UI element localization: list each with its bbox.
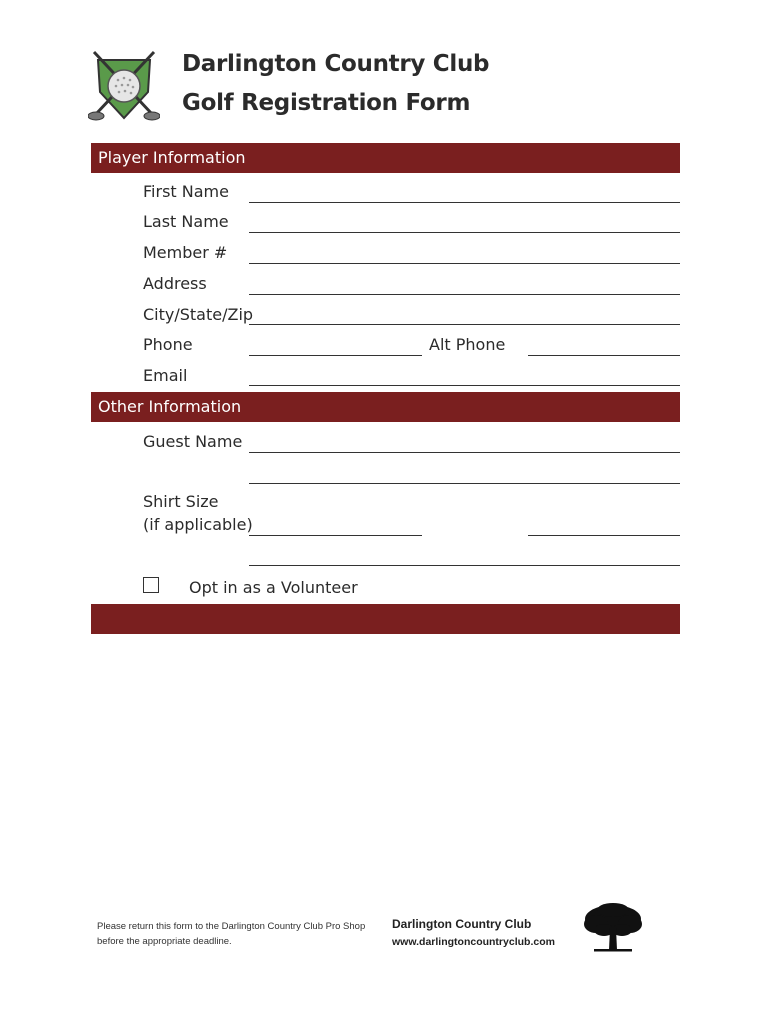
footer-website: www.darlingtoncountryclub.com bbox=[392, 936, 555, 948]
extra-info-field[interactable] bbox=[249, 565, 680, 566]
address-label: Address bbox=[143, 274, 207, 293]
shirt-size-label: Shirt Size bbox=[143, 492, 219, 511]
guest-name-field-2[interactable] bbox=[249, 483, 680, 484]
first-name-label: First Name bbox=[143, 182, 229, 201]
email-label: Email bbox=[143, 366, 188, 385]
if-applicable-label: (if applicable) bbox=[143, 515, 253, 534]
alt-phone-label: Alt Phone bbox=[429, 335, 506, 354]
other-information-header bbox=[91, 392, 680, 422]
guest-name-label: Guest Name bbox=[143, 432, 243, 451]
phone-field[interactable] bbox=[249, 355, 422, 356]
form-title: Golf Registration Form bbox=[182, 90, 471, 116]
member-number-field[interactable] bbox=[249, 263, 680, 264]
golf-club-logo bbox=[88, 48, 160, 124]
return-instructions: Please return this form to the Darlington Country Club Pro Shop before the appropriate deadline. bbox=[97, 921, 366, 947]
other-information-heading: Other Information bbox=[98, 397, 242, 416]
section-bottom-band bbox=[91, 604, 680, 634]
city-state-zip-label: City/State/Zip bbox=[143, 305, 254, 324]
alt-phone-field[interactable] bbox=[528, 355, 680, 356]
last-name-field[interactable] bbox=[249, 232, 680, 233]
player-information-header bbox=[91, 143, 680, 173]
guest-name-field[interactable] bbox=[249, 452, 680, 453]
shirt-size-field[interactable] bbox=[249, 535, 422, 536]
phone-label: Phone bbox=[143, 335, 193, 354]
member-number-label: Member # bbox=[143, 243, 228, 262]
footer-club-name: Darlington Country Club bbox=[392, 917, 532, 931]
shirt-size-field-2[interactable] bbox=[528, 535, 680, 536]
tree-icon bbox=[582, 902, 644, 954]
player-information-heading: Player Information bbox=[98, 148, 246, 167]
city-state-zip-field[interactable] bbox=[249, 324, 680, 325]
volunteer-checkbox[interactable] bbox=[143, 577, 159, 593]
club-title: Darlington Country Club bbox=[182, 51, 490, 77]
address-field[interactable] bbox=[249, 294, 680, 295]
last-name-label: Last Name bbox=[143, 212, 229, 231]
first-name-field[interactable] bbox=[249, 202, 680, 203]
email-field[interactable] bbox=[249, 385, 680, 386]
volunteer-label: Opt in as a Volunteer bbox=[189, 578, 358, 597]
